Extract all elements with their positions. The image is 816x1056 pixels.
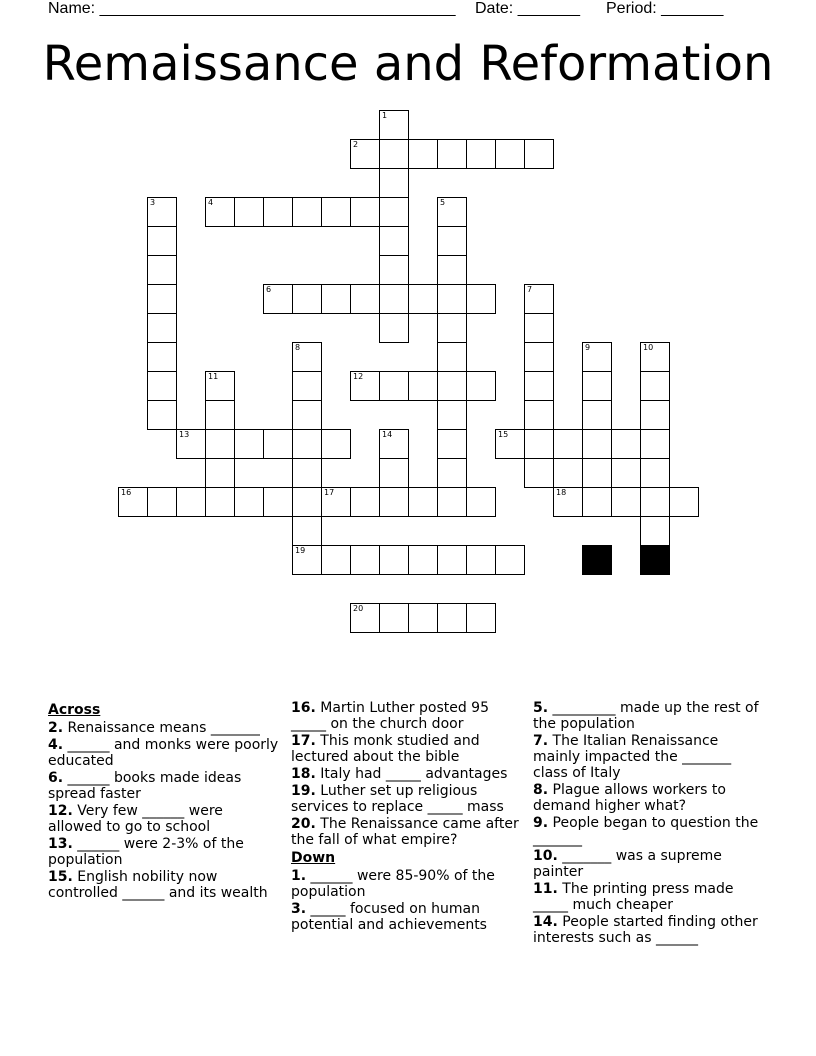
clue-column-1: [48, 700, 280, 902]
grid-cell[interactable]: [147, 313, 177, 343]
grid-cell[interactable]: [147, 197, 177, 227]
clue-item: [48, 803, 280, 835]
grid-cell[interactable]: [292, 545, 322, 575]
grid-cell[interactable]: [379, 197, 409, 227]
grid-cell[interactable]: [553, 429, 583, 459]
cell-number: 10: [643, 343, 654, 352]
grid-cell[interactable]: [205, 487, 235, 517]
clue-item: [533, 733, 765, 781]
grid-cell[interactable]: [321, 545, 351, 575]
grid-cell[interactable]: [350, 371, 380, 401]
clue-number: 5.: [533, 700, 549, 716]
grid-cell[interactable]: [379, 603, 409, 633]
grid-cell[interactable]: [466, 371, 496, 401]
clue-item: [533, 700, 765, 732]
clue-text: This monk studied and lectured about the bible: [291, 733, 480, 765]
grid-cell[interactable]: [350, 284, 380, 314]
clue-number: 18.: [291, 766, 316, 782]
cell-number: 4: [208, 198, 214, 207]
grid-cell[interactable]: [582, 429, 612, 459]
grid-cell[interactable]: [263, 197, 293, 227]
clue-text: Very few ______ were allowed to go to school: [48, 803, 223, 835]
cell-number: 2: [353, 140, 359, 149]
cell-number: 11: [208, 372, 219, 381]
grid-cell[interactable]: [437, 226, 467, 256]
cell-number: 6: [266, 285, 272, 294]
grid-cell[interactable]: [379, 168, 409, 198]
clue-number: 15.: [48, 869, 73, 885]
grid-cell[interactable]: [437, 371, 467, 401]
grid-cell[interactable]: [582, 487, 612, 517]
grid-cell[interactable]: [437, 313, 467, 343]
clue-number: 8.: [533, 782, 549, 798]
grid-cell[interactable]: [176, 429, 206, 459]
grid-cell[interactable]: [437, 400, 467, 430]
blocked-cell: [640, 545, 670, 575]
grid-cell[interactable]: [350, 487, 380, 517]
page-title: Remaissance and Reformation: [42, 36, 774, 92]
grid-cell[interactable]: [437, 429, 467, 459]
clue-item: [291, 868, 523, 900]
clue-section-heading: Down: [291, 850, 336, 866]
clue-item: [533, 881, 765, 913]
clue-number: 11.: [533, 881, 558, 897]
clue-number: 13.: [48, 836, 73, 852]
grid-cell[interactable]: [350, 545, 380, 575]
clue-text: ______ were 2-3% of the population: [48, 836, 244, 868]
grid-cell[interactable]: [176, 487, 206, 517]
clue-number: 6.: [48, 770, 64, 786]
grid-cell[interactable]: [234, 429, 264, 459]
clue-number: 20.: [291, 816, 316, 832]
clue-number: 17.: [291, 733, 316, 749]
grid-cell[interactable]: [379, 226, 409, 256]
clue-item: [48, 836, 280, 868]
grid-cell[interactable]: [292, 400, 322, 430]
grid-cell[interactable]: [205, 458, 235, 488]
grid-cell[interactable]: [147, 342, 177, 372]
clue-text: The printing press made _____ much cheaper: [533, 881, 734, 913]
clue-item: [533, 815, 765, 847]
grid-cell[interactable]: [640, 400, 670, 430]
grid-cell[interactable]: [292, 487, 322, 517]
clue-number: 2.: [48, 720, 64, 736]
grid-cell[interactable]: [350, 197, 380, 227]
clue-item: [48, 737, 280, 769]
clue-text: _____ focused on human potential and achievements: [291, 901, 487, 933]
grid-cell[interactable]: [611, 429, 641, 459]
grid-cell[interactable]: [437, 197, 467, 227]
grid-cell[interactable]: [147, 255, 177, 285]
clue-text: _________ made up the rest of the population: [533, 700, 759, 732]
clue-item: [291, 700, 523, 732]
clue-number: 4.: [48, 737, 64, 753]
clue-number: 12.: [48, 803, 73, 819]
grid-cell[interactable]: [147, 400, 177, 430]
clue-item: [533, 848, 765, 880]
grid-cell[interactable]: [437, 255, 467, 285]
cell-number: 20: [353, 604, 364, 613]
grid-cell[interactable]: [379, 284, 409, 314]
grid-cell[interactable]: [553, 487, 583, 517]
grid-cell[interactable]: [350, 139, 380, 169]
cell-number: 15: [498, 430, 509, 439]
grid-cell[interactable]: [408, 284, 438, 314]
clue-text: Italy had _____ advantages: [315, 766, 508, 782]
grid-cell[interactable]: [292, 371, 322, 401]
grid-cell[interactable]: [147, 226, 177, 256]
grid-cell[interactable]: [408, 545, 438, 575]
grid-cell[interactable]: [408, 603, 438, 633]
grid-cell[interactable]: [582, 400, 612, 430]
grid-cell[interactable]: [437, 139, 467, 169]
clue-section-heading: Across: [48, 702, 101, 718]
clue-text: Luther set up religious services to replace _____ mass: [291, 783, 504, 815]
grid-cell[interactable]: [147, 371, 177, 401]
grid-cell[interactable]: [524, 342, 554, 372]
cell-number: 18: [556, 488, 567, 497]
clue-item: [533, 782, 765, 814]
grid-cell[interactable]: [582, 371, 612, 401]
grid-cell[interactable]: [321, 487, 351, 517]
grid-cell[interactable]: [437, 545, 467, 575]
grid-cell[interactable]: [640, 371, 670, 401]
grid-cell[interactable]: [466, 139, 496, 169]
grid-cell[interactable]: [379, 313, 409, 343]
grid-cell[interactable]: [640, 458, 670, 488]
grid-cell[interactable]: [466, 487, 496, 517]
grid-cell[interactable]: [524, 458, 554, 488]
name-field-label[interactable]: Name: ________________________________________: [48, 0, 456, 17]
clue-column-2: [291, 700, 523, 934]
clue-number: 10.: [533, 848, 558, 864]
cell-number: 14: [382, 430, 393, 439]
grid-cell[interactable]: [437, 342, 467, 372]
clue-number: 3.: [291, 901, 307, 917]
grid-cell[interactable]: [263, 429, 293, 459]
grid-cell[interactable]: [118, 487, 148, 517]
grid-cell[interactable]: [495, 545, 525, 575]
grid-cell[interactable]: [640, 516, 670, 546]
grid-cell[interactable]: [524, 139, 554, 169]
period-field-label[interactable]: Period: _______: [606, 0, 724, 17]
grid-cell[interactable]: [234, 487, 264, 517]
grid-cell[interactable]: [379, 139, 409, 169]
grid-cell[interactable]: [582, 342, 612, 372]
clue-item: [48, 770, 280, 802]
clue-number: 19.: [291, 783, 316, 799]
clue-text: Renaissance means _______: [63, 720, 260, 736]
grid-cell[interactable]: [205, 429, 235, 459]
grid-cell[interactable]: [408, 487, 438, 517]
clue-text: The Italian Renaissance mainly impacted the _______ class of Italy: [533, 733, 732, 781]
cell-number: 13: [179, 430, 190, 439]
grid-cell[interactable]: [292, 458, 322, 488]
clue-text: _______ was a supreme painter: [533, 848, 722, 880]
grid-cell[interactable]: [292, 429, 322, 459]
clue-number: 9.: [533, 815, 549, 831]
grid-cell[interactable]: [524, 400, 554, 430]
grid-cell[interactable]: [205, 197, 235, 227]
grid-cell[interactable]: [495, 139, 525, 169]
grid-cell[interactable]: [437, 458, 467, 488]
date-field-label[interactable]: Date: _______: [475, 0, 580, 17]
grid-cell[interactable]: [350, 603, 380, 633]
grid-cell[interactable]: [524, 429, 554, 459]
cell-number: 7: [527, 285, 533, 294]
grid-cell[interactable]: [437, 487, 467, 517]
grid-cell[interactable]: [640, 429, 670, 459]
grid-cell[interactable]: [147, 487, 177, 517]
grid-cell[interactable]: [292, 284, 322, 314]
cell-number: 5: [440, 198, 446, 207]
grid-cell[interactable]: [205, 371, 235, 401]
clue-number: 1.: [291, 868, 307, 884]
grid-cell[interactable]: [495, 429, 525, 459]
grid-cell[interactable]: [234, 197, 264, 227]
cell-number: 19: [295, 546, 306, 555]
cell-number: 9: [585, 343, 591, 352]
clue-item: [533, 914, 765, 946]
grid-cell[interactable]: [263, 284, 293, 314]
clue-number: 16.: [291, 700, 316, 716]
grid-cell[interactable]: [466, 284, 496, 314]
clue-text: Plague allows workers to demand higher what?: [533, 782, 726, 814]
clue-text: The Renaissance came after the fall of what empire?: [291, 816, 519, 848]
grid-cell[interactable]: [437, 603, 467, 633]
cell-number: 12: [353, 372, 364, 381]
grid-cell[interactable]: [205, 400, 235, 430]
clue-column-3: [533, 700, 765, 947]
grid-cell[interactable]: [640, 487, 670, 517]
grid-cell[interactable]: [669, 487, 699, 517]
clue-text: ______ and monks were poorly educated: [48, 737, 279, 769]
grid-cell[interactable]: [582, 458, 612, 488]
cell-number: 1: [382, 111, 388, 120]
grid-cell[interactable]: [611, 487, 641, 517]
grid-cell[interactable]: [640, 342, 670, 372]
clue-text: People started finding other interests such as ______: [533, 914, 758, 946]
grid-cell[interactable]: [466, 545, 496, 575]
grid-cell[interactable]: [524, 284, 554, 314]
grid-cell[interactable]: [147, 284, 177, 314]
clue-text: ______ books made ideas spread faster: [48, 770, 242, 802]
clue-item: [291, 733, 523, 765]
clue-item: [291, 816, 523, 848]
clue-item: [291, 766, 523, 782]
grid-cell[interactable]: [379, 487, 409, 517]
grid-cell[interactable]: [379, 545, 409, 575]
cell-number: 3: [150, 198, 156, 207]
grid-cell[interactable]: [321, 429, 351, 459]
grid-cell[interactable]: [321, 197, 351, 227]
clue-text: ______ were 85-90% of the population: [291, 868, 495, 900]
clue-text: Martin Luther posted 95 _____ on the church door: [291, 700, 489, 732]
clue-text: People began to question the _______: [533, 815, 759, 847]
grid-cell[interactable]: [466, 603, 496, 633]
cell-number: 8: [295, 343, 301, 352]
grid-cell[interactable]: [379, 110, 409, 140]
clue-number: 7.: [533, 733, 549, 749]
grid-cell[interactable]: [321, 284, 351, 314]
grid-cell[interactable]: [379, 371, 409, 401]
clue-number: 14.: [533, 914, 558, 930]
grid-cell[interactable]: [292, 342, 322, 372]
clue-item: [48, 869, 280, 901]
cell-number: 17: [324, 488, 335, 497]
grid-cell[interactable]: [408, 139, 438, 169]
grid-cell[interactable]: [524, 371, 554, 401]
clue-item: [291, 901, 523, 933]
grid-cell[interactable]: [292, 516, 322, 546]
grid-cell[interactable]: [379, 458, 409, 488]
clue-item: [48, 720, 280, 736]
cell-number: 16: [121, 488, 132, 497]
grid-cell[interactable]: [379, 429, 409, 459]
grid-cell[interactable]: [292, 197, 322, 227]
blocked-cell: [582, 545, 612, 575]
grid-cell[interactable]: [437, 284, 467, 314]
grid-cell[interactable]: [524, 313, 554, 343]
clue-item: [291, 783, 523, 815]
grid-cell[interactable]: [263, 487, 293, 517]
grid-cell[interactable]: [408, 371, 438, 401]
grid-cell[interactable]: [379, 255, 409, 285]
clue-text: English nobility now controlled ______ and its wealth: [48, 869, 268, 901]
